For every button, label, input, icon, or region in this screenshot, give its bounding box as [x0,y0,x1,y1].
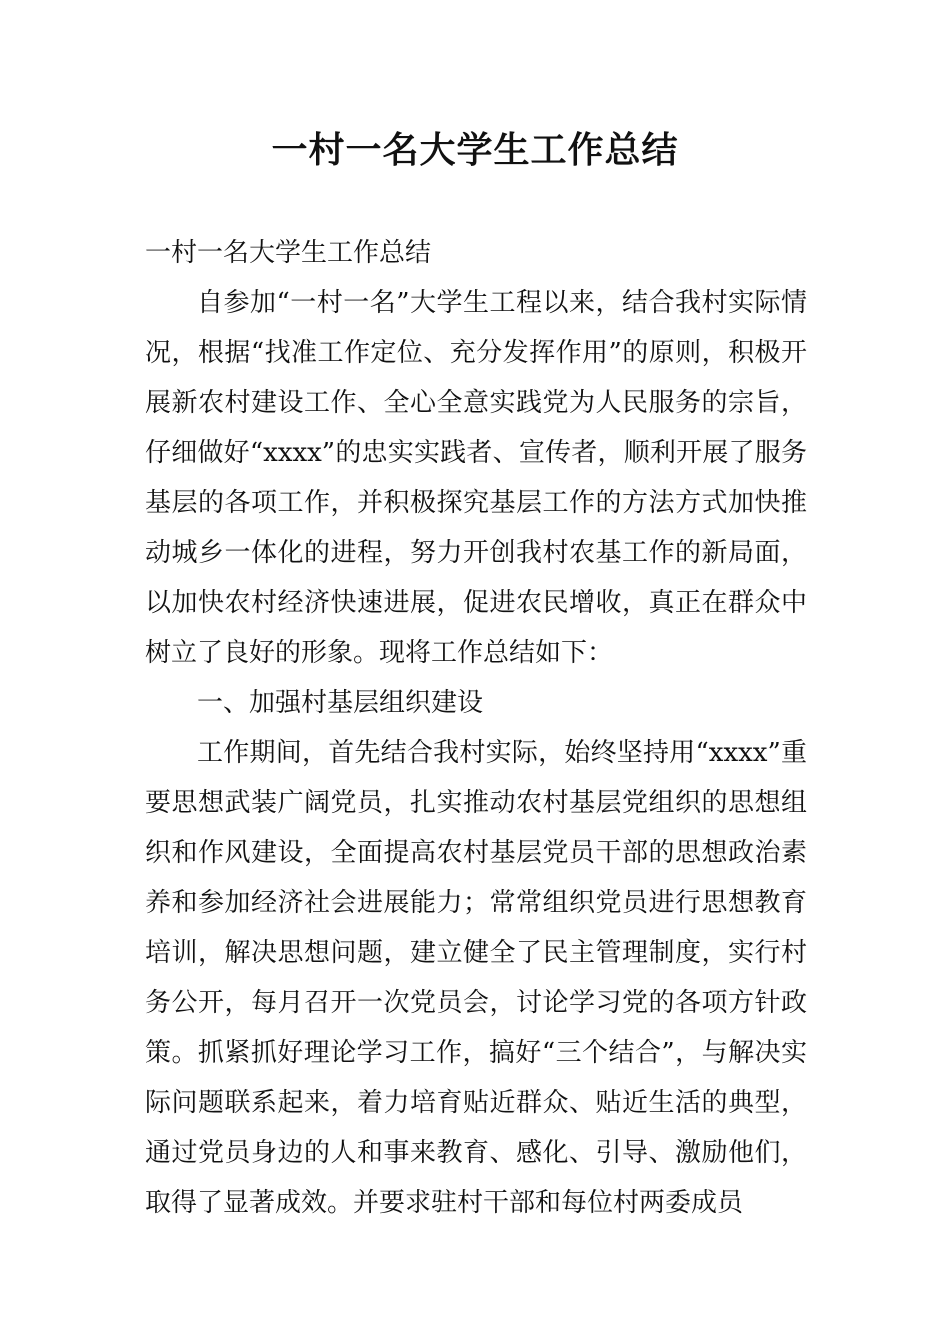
paragraph-section-1: 工作期间，首先结合我村实际，始终坚持用“xxxx”重要思想武装广阔党员，扎实推动农村基层党组织的思想组织和作风建设，全面提高农村基层党员干部的思想政治素养和参加经济社会进展能力；常常组织党员进行思想教育培训，解决思想问题，建立健全了民主管理制度，实行村务公开，每月召开一次党员会，讨论学习党的各项方针政策。抓紧抓好理论学习工作，搞好“三个结合”，与解决实际问题联系起来，着力培育贴近群众、贴近生活的典型，通过党员身边的人和事来教育、感化、引导、激励他们，取得了显著成效。并要求驻村干部和每位村两委成员 [145,738,807,1218]
paragraph-intro: 自参加“一村一名”大学生工程以来，结合我村实际情况，根据“找准工作定位、充分发挥作用”的原则，积极开展新农村建设工作、全心全意实践党为人民服务的宗旨，仔细做好“xxxx”的忠实实践者、宣传者，顺利开展了服务基层的各项工作，并积极探究基层工作的方法方式加快推动城乡一体化的进程，努力开创我村农基工作的新局面，以加快农村经济快速进展，促进农民增收，真正在群众中树立了良好的形象。现将工作总结如下： [145,288,807,668]
document-subtitle: 一村一名大学生工作总结 [145,238,432,268]
section-heading-1: 一、加强村基层组织建设 [197,688,484,718]
document-title: 一村一名大学生工作总结 [271,130,679,171]
document-body [145,228,807,1228]
